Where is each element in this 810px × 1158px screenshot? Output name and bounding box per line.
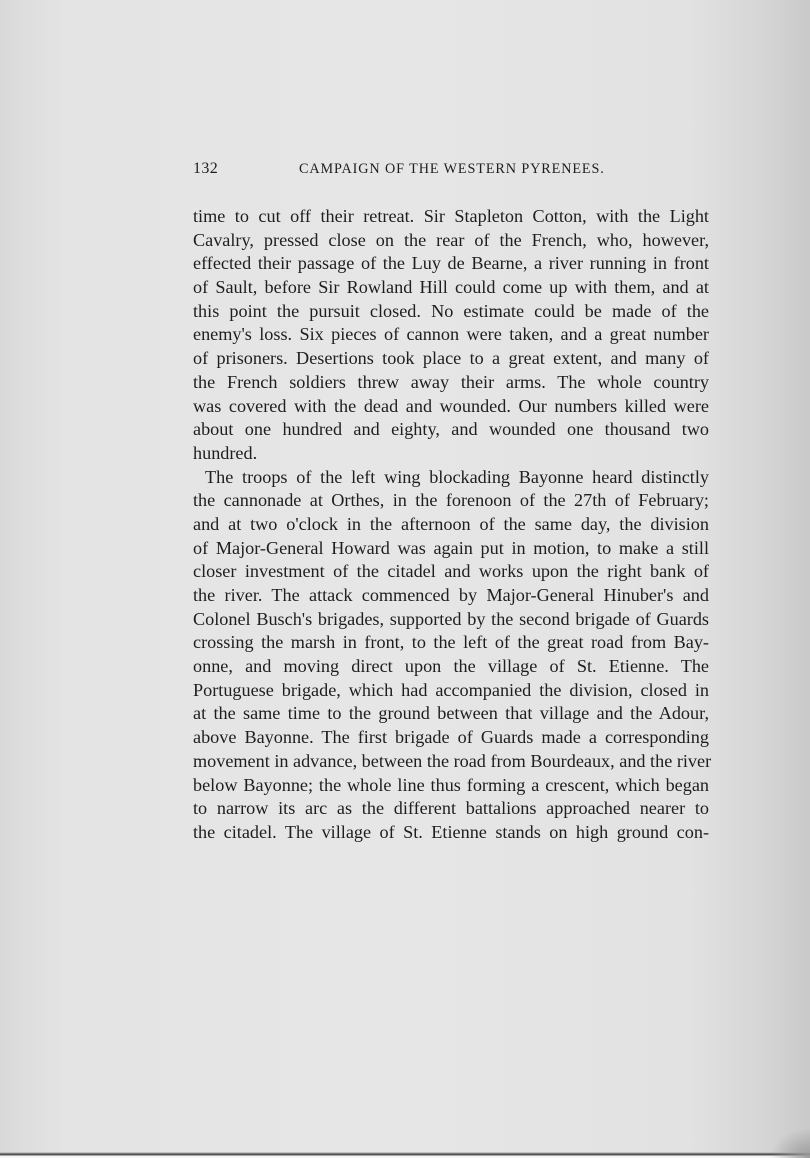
text-line: was covered with the dead and wounded. Our numbers killed were [193,395,709,416]
page-number: 132 [193,160,219,177]
text-line: and at two o'clock in the afternoon of the same day, the division [193,513,709,534]
text-line: onne, and moving direct upon the village of St. Etienne. The [193,656,709,677]
text-line: of prisoners. Desertions took place to a great extent, and many of [193,348,709,369]
text-line: to narrow its arc as the different battalions approached nearer to [193,798,709,819]
text-line: Portuguese brigade, which had accompanied the division, closed in [193,679,709,700]
text-line: about one hundred and eighty, and wounded one thousand two [193,419,709,440]
text-line: the citadel. The village of St. Etienne stands on high ground con- [193,821,709,842]
body-text [193,205,712,845]
text-line: of Major-General Howard was again put in motion, to make a still [193,537,709,558]
text-line: Colonel Busch's brigades, supported by the second brigade of Guards [193,608,709,629]
text-line: crossing the marsh in front, to the left of the great road from Bay- [193,632,709,653]
page-bottom-edge [0,1152,810,1158]
text-line: hundred. [193,442,258,463]
text-line: the French soldiers threw away their arms. The whole country [193,371,709,392]
page-corner-shadow [770,1128,810,1158]
text-line: Cavalry, pressed close on the rear of the French, who, however, [193,229,709,250]
text-line: the river. The attack commenced by Major-General Hinuber's and [193,585,709,605]
text-line: closer investment of the citadel and works upon the right bank of [193,561,709,582]
text-line: The troops of the left wing blockading Bayonne heard distinctly [205,466,709,487]
text-line: below Bayonne; the whole line thus forming a crescent, which began [193,774,709,795]
text-line: effected their passage of the Luy de Bearne, a river running in front [193,253,709,274]
paragraph-1 [193,205,709,466]
running-header [193,160,709,182]
text-line: this point the pursuit closed. No estimate could be made of the [193,300,709,321]
text-line: above Bayonne. The first brigade of Guards made a corresponding [193,727,709,748]
text-line: movement in advance, between the road from Bourdeaux, and the river [193,750,712,771]
paragraph-2 [193,466,712,845]
text-line: of Sault, before Sir Rowland Hill could come up with them, and at [193,277,709,298]
text-line: the cannonade at Orthes, in the forenoon of the 27th of February; [193,490,709,511]
running-title: CAMPAIGN OF THE WESTERN PYRENEES. [299,161,605,177]
text-line: enemy's loss. Six pieces of cannon were taken, and a great number [193,324,709,345]
text-line: time to cut off their retreat. Sir Stapleton Cotton, with the Light [193,206,709,226]
text-line: at the same time to the ground between that village and the Adour, [193,703,709,724]
